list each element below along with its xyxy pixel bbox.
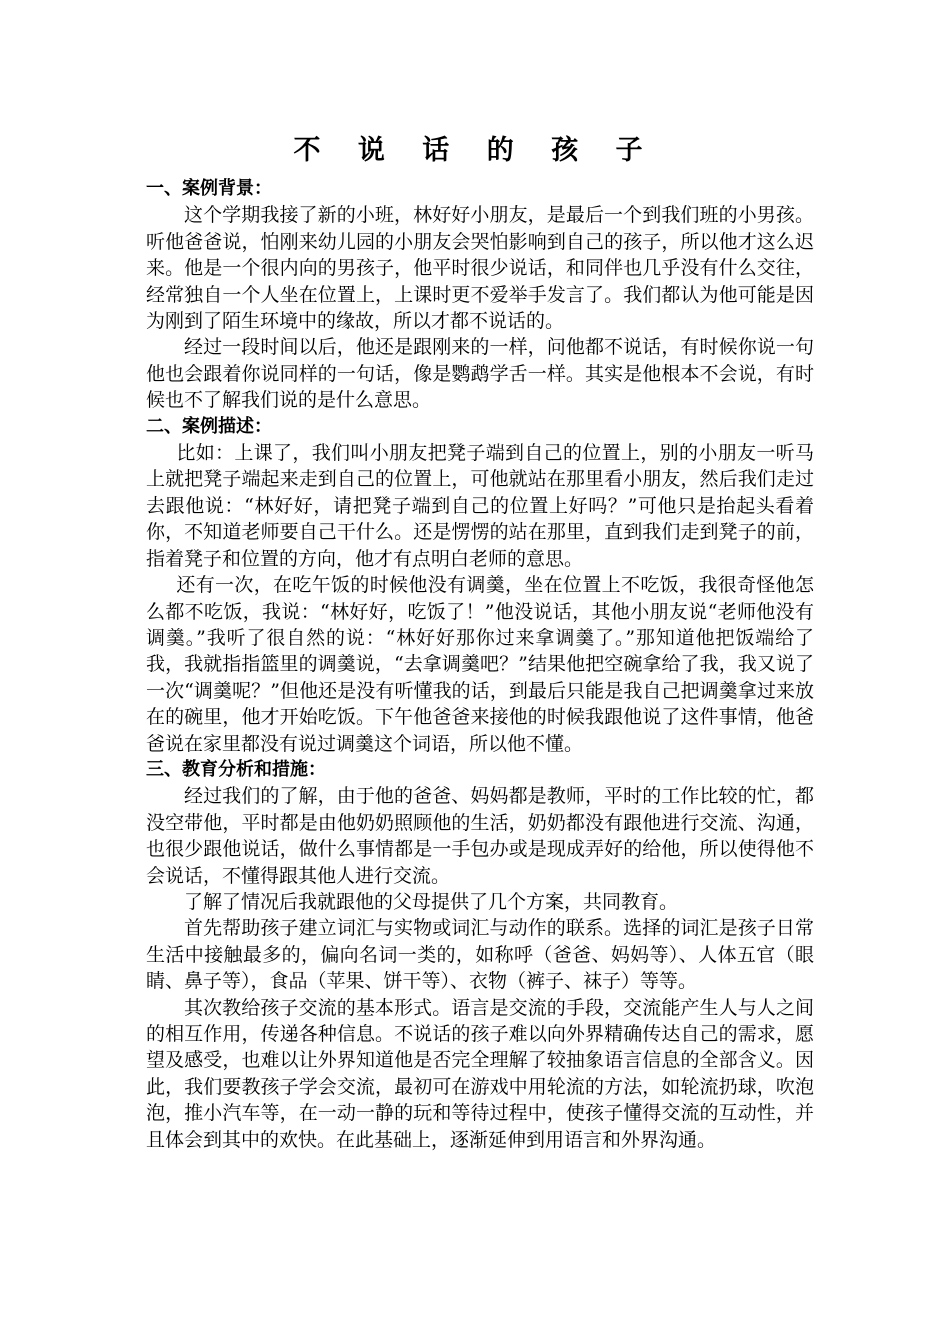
paragraph: 这个学期我接了新的小班，林好好小朋友，是最后一个到我们班的小男孩。听他爸爸说，怕刚来幼儿园的小朋友会哭怕影响到自己的孩子，所以他才这么迟来。他是一个很内向的男孩子，他平时很少说话，和同伴也几乎没有什么交往，经常独自一个人坐在位置上，上课时更不爱举手发言了。我们都认为他可能是因为刚到了陌生环境中的缘故，所以才都不说话的。	[146, 204, 814, 333]
document-body	[146, 176, 814, 1153]
paragraph: 经过我们的了解，由于他的爸爸、妈妈都是教师，平时的工作比较的忙，都没空带他，平时都是由他奶奶照顾他的生活，奶奶都没有跟他进行交流、沟通，也很少跟他说话，做什么事情都是一手包办或是现成弄好的给他，所以使得他不会说话，不懂得跟其他人进行交流。	[146, 785, 814, 887]
section-heading: 二、案例描述：	[146, 415, 272, 437]
section-description	[146, 414, 814, 757]
paragraph: 比如：上课了，我们叫小朋友把凳子端到自己的位置上，别的小朋友一听马上就把凳子端起来走到自己的位置上，可他就站在那里看小朋友，然后我们走过去跟他说：“林好好，请把凳子端到自己的位置上好吗？”可他只是抬起头看着你，不知道老师要自己干什么。还是愣愣的站在那里，直到我们走到凳子的前，指着凳子和位置的方向，他才有点明白老师的意思。	[146, 442, 814, 570]
section-analysis	[146, 757, 814, 1153]
paragraph: 还有一次，在吃午饭的时候他没有调羹，坐在位置上不吃饭，我很奇怪他怎么都不吃饭，我说：“林好好，吃饭了！”他没说话，其他小朋友说“老师他没有调羹。”我听了很自然的说：“林好好那你过来拿调羹了。”那知道他把饭端给了我，我就指指篮里的调羹说，“去拿调羹吧？”结果他把空碗拿给了我，我又说了一次“调羹呢？”但他还是没有听懂我的话，到最后只能是我自己把调羹拿过来放在的碗里，他才开始吃饭。下午他爸爸来接他的时候我跟他说了这件事情，他爸爸说在家里都没有说过调羹这个词语，所以他不懂。	[146, 574, 814, 755]
paragraph: 首先帮助孩子建立词汇与实物或词汇与动作的联系。选择的词汇是孩子日常生活中接触最多的，偏向名词一类的，如称呼（爸爸、妈妈等）、人体五官（眼睛、鼻子等），食品（苹果、饼干等）、衣物（裤子、袜子）等等。	[146, 917, 814, 993]
paragraph: 经过一段时间以后，他还是跟刚来的一样，问他都不说话，有时候你说一句他也会跟着你说同样的一句话，像是鹦鹉学舌一样。其实是他根本不会说，有时候也不了解我们说的是什么意思。	[146, 336, 814, 412]
section-heading: 三、教育分析和措施：	[146, 758, 326, 780]
paragraph: 其次教给孩子交流的基本形式。语言是交流的手段，交流能产生人与人之间的相互作用，传递各种信息。不说话的孩子难以向外界精确传达自己的需求，愿望及感受，也难以让外界知道他是否完全理解了较抽象语言信息的全部含义。因此，我们要教孩子学会交流，最初可在游戏中用轮流的方法，如轮流扔球，吹泡泡，推小汽车等，在一动一静的玩和等待过程中，使孩子懂得交流的互动性，并且体会到其中的欢快。在此基础上，逐渐延伸到用语言和外界沟通。	[146, 996, 814, 1151]
paragraph: 了解了情况后我就跟他的父母提供了几个方案，共同教育。	[184, 890, 679, 913]
section-heading: 一、案例背景：	[146, 178, 272, 199]
section-background	[146, 176, 814, 414]
document-title: 不 说 话 的 孩 子	[293, 135, 657, 166]
